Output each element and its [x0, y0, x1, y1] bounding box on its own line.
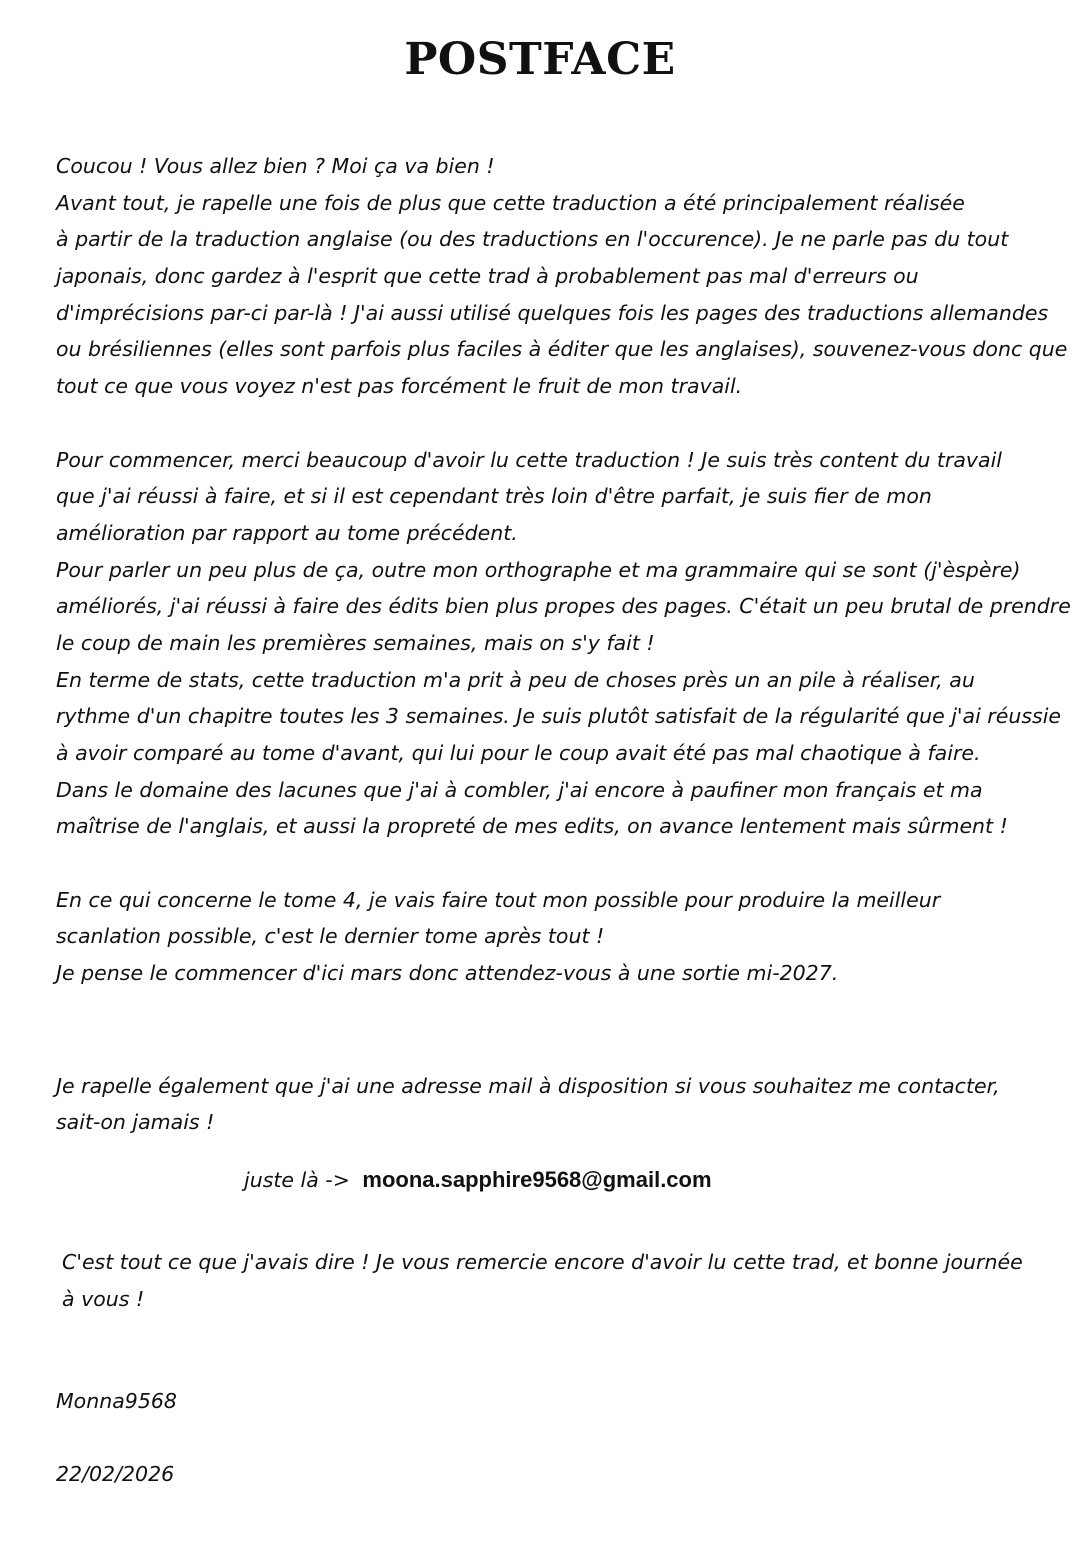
paragraph-line: Je pense le commencer d'ici mars donc attendez-vous à une sortie mi-2027.: [56, 961, 839, 985]
contact-prefix: juste là ->: [244, 1168, 350, 1192]
paragraph-line: maîtrise de l'anglais, et aussi la propreté de mes edits, on avance lentement mais sûrment !: [56, 814, 1008, 838]
paragraph-line: japonais, donc gardez à l'esprit que cette trad à probablement pas mal d'erreurs ou: [56, 264, 919, 288]
paragraph-line: tout ce que vous voyez n'est pas forcément le fruit de mon travail.: [56, 374, 743, 398]
paragraph-line: En terme de stats, cette traduction m'a prit à peu de choses près un an pile à réaliser, au: [56, 668, 975, 692]
paragraph-line: Pour parler un peu plus de ça, outre mon orthographe et ma grammaire qui se sont (j'èspère): [56, 558, 1021, 582]
page-title: POSTFACE: [404, 34, 676, 85]
paragraph-line: scanlation possible, c'est le dernier tome après tout !: [56, 924, 605, 948]
paragraph-line: à avoir comparé au tome d'avant, qui lui pour le coup avait été pas mal chaotique à faire.: [56, 741, 981, 765]
paragraph-line: Coucou ! Vous allez bien ? Moi ça va bien !: [56, 154, 495, 178]
paragraph-line: Avant tout, je rapelle une fois de plus que cette traduction a été principalement réalisée: [56, 191, 965, 215]
paragraph-line: Dans le domaine des lacunes que j'ai à combler, j'ai encore à paufiner mon français et ma: [56, 778, 983, 802]
closing-line: C'est tout ce que j'avais dire ! Je vous remercie encore d'avoir lu cette trad, et bonne journée: [62, 1250, 1023, 1274]
paragraph-line: le coup de main les premières semaines, mais on s'y fait !: [56, 631, 655, 655]
contact-line: [244, 1162, 712, 1198]
paragraph-line: que j'ai réussi à faire, et si il est cependant très loin d'être parfait, je suis fier de mon: [56, 484, 932, 508]
closing-line: à vous !: [62, 1287, 145, 1311]
paragraph-line: ou brésiliennes (elles sont parfois plus faciles à éditer que les anglaises), souvenez-vous donc que: [56, 337, 1068, 361]
signature: Monna9568: [56, 1389, 177, 1413]
paragraph-line: En ce qui concerne le tome 4, je vais faire tout mon possible pour produire la meilleur: [56, 888, 941, 912]
paragraph-line: d'imprécisions par-ci par-là ! J'ai aussi utilisé quelques fois les pages des traductions allemandes: [56, 301, 1049, 325]
date: 22/02/2026: [56, 1462, 175, 1486]
paragraph-line: Je rapelle également que j'ai une adresse mail à disposition si vous souhaitez me contacter,: [56, 1074, 1000, 1098]
paragraph-line: rythme d'un chapitre toutes les 3 semaines. Je suis plutôt satisfait de la régularité que j'ai réussie: [56, 704, 1062, 728]
paragraph-line: Pour commencer, merci beaucoup d'avoir lu cette traduction ! Je suis très content du travail: [56, 448, 1002, 472]
email-address: moona.sapphire9568@gmail.com: [362, 1167, 712, 1192]
paragraph-line: amélioration par rapport au tome précédent.: [56, 521, 518, 545]
paragraph-line: améliorés, j'ai réussi à faire des édits bien plus propes des pages. C'était un peu brutal de prendre: [56, 594, 1071, 618]
paragraph-line: sait-on jamais !: [56, 1110, 215, 1134]
paragraph-line: à partir de la traduction anglaise (ou des traductions en l'occurence). Je ne parle pas du tout: [56, 227, 1009, 251]
